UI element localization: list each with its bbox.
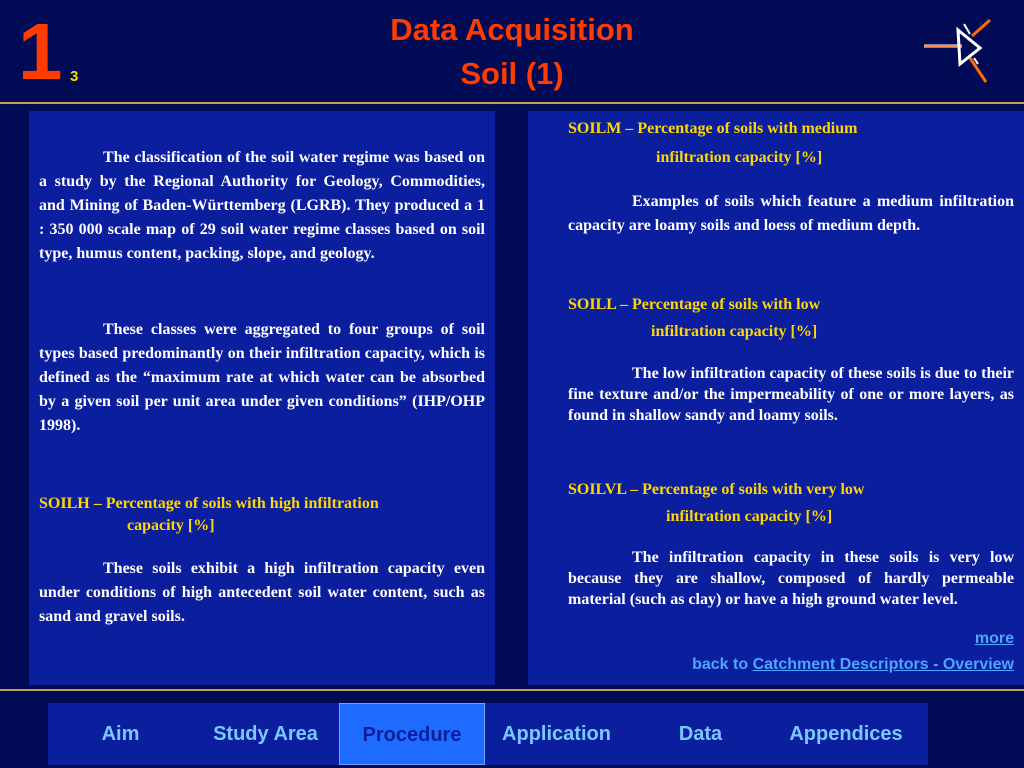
soilm-heading-unit: infiltration capacity [%] [656, 149, 823, 166]
nav-aim[interactable]: Aim [101, 723, 140, 745]
bottom-divider [0, 689, 1024, 691]
soilm-heading: SOILM – Percentage of soils with medium [568, 120, 858, 137]
top-divider [0, 102, 1024, 104]
soilh-heading: SOILH – Percentage of soils with high infiltration [39, 495, 379, 512]
page-subtitle: Soil (1) [460, 56, 564, 91]
chapter-subnumber: 3 [70, 68, 79, 85]
nav-study-area[interactable]: Study Area [213, 723, 318, 745]
classes-paragraph: These classes were aggregated to four groups of soil types based predominantly on their infiltration capacity, which is defined as the “maximum rate at which water can be absorbed by a given soil per unit area under given conditions” (IHP/OHP 1998). [39, 321, 485, 434]
soilm-description: Examples of soils which feature a medium infiltration capacity are loamy soils and loess of medium depth. [568, 193, 1014, 234]
soilvl-description: The infiltration capacity in these soils is very low because they are shallow, composed of hardly permeable material (such as clay) or have a high ground water level. [568, 549, 1014, 608]
arrow-star-logo-icon [918, 14, 998, 88]
nav-appendices[interactable]: Appendices [789, 723, 903, 745]
page-title: Data Acquisition [390, 12, 634, 47]
left-panel [29, 111, 495, 685]
soill-heading: SOILL – Percentage of soils with low [568, 296, 821, 313]
soill-heading-unit: infiltration capacity [%] [651, 323, 818, 340]
back-prefix: back to [692, 656, 753, 673]
nav-data[interactable]: Data [678, 723, 723, 745]
right-panel [528, 111, 1024, 685]
back-line [692, 656, 1014, 674]
intro-paragraph: The classification of the soil water regime was based on a study by the Regional Authority for Geology, Commodities, and Mining of Baden-Württemberg (LGRB). They produced a 1 : 350 000 scale map of 29 soil water regime classes based on soil type, humus content, packing, slope, and geology. [39, 149, 485, 262]
header [0, 0, 1024, 102]
nav-procedure[interactable]: Procedure [339, 703, 485, 765]
soilvl-heading-unit: infiltration capacity [%] [666, 508, 833, 525]
nav-application[interactable]: Application [502, 723, 611, 745]
more-link[interactable]: more [974, 630, 1014, 647]
soilh-heading-unit: capacity [%] [127, 517, 215, 534]
soilh-description: These soils exhibit a high infiltration capacity even under conditions of high antecedent soil water content, such as sand and gravel soils. [39, 560, 485, 625]
soill-description: The low infiltration capacity of these soils is due to their fine texture and/or the impermeability of one or more layers, as found in shallow sandy and loamy soils. [568, 365, 1014, 424]
chapter-number: 1 [18, 7, 63, 96]
soilvl-heading: SOILVL – Percentage of soils with very low [568, 481, 865, 498]
catchment-descriptors-link[interactable]: Catchment Descriptors - Overview [752, 656, 1014, 673]
bottom-nav [48, 703, 928, 765]
